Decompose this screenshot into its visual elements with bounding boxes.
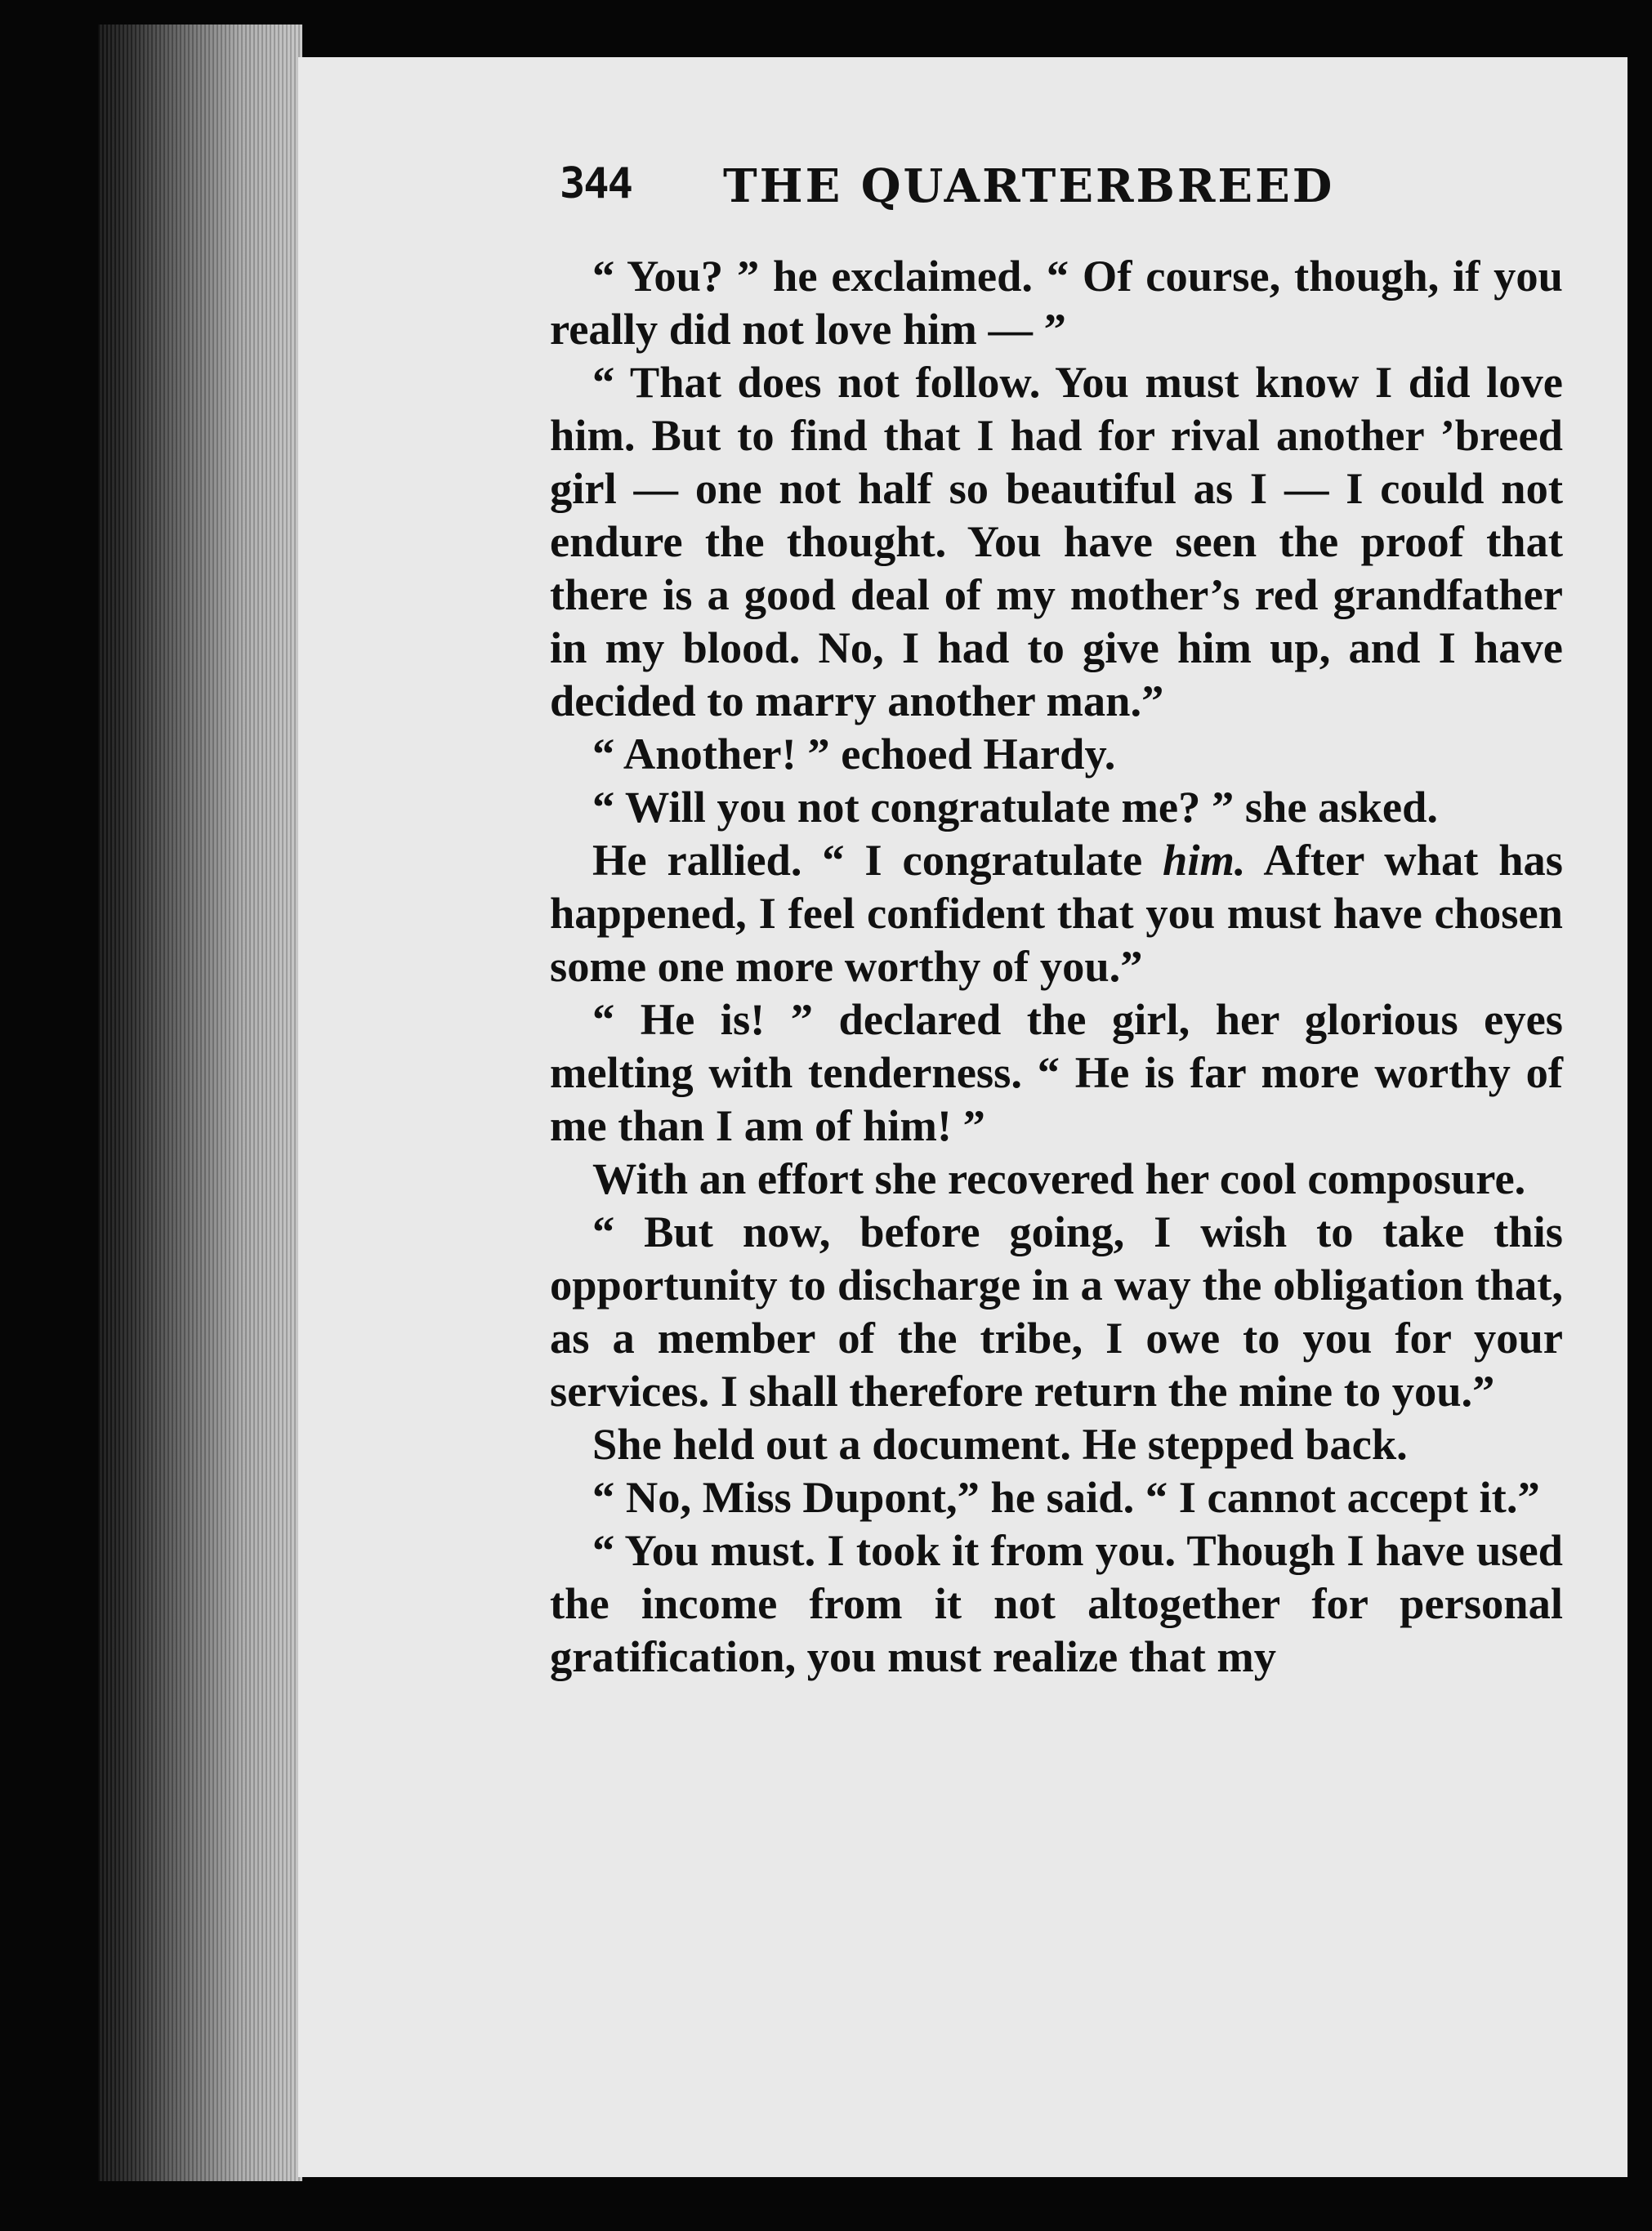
body-text — [550, 249, 1563, 1683]
paragraph: “ But now, before going, I wish to take this opportunity to discharge in a way the obligation that, as a member of the tribe, I owe to you for your services. I shall therefore return the mine to you.” — [550, 1207, 1563, 1416]
paragraph: “ No, Miss Dupont,” he said. “ I cannot accept it.” — [592, 1472, 1540, 1522]
paragraph-text: After what has happened, I feel confident that you must have chosen some one more worthy of you.” — [550, 835, 1563, 991]
running-title: THE QUARTERBREED — [723, 159, 1335, 213]
page-header — [560, 159, 1652, 225]
paragraph: “ Will you not congratulate me? ” she asked. — [592, 782, 1439, 832]
emphasis-text: him. — [1163, 835, 1246, 885]
paragraph: She held out a document. He stepped back. — [592, 1419, 1408, 1469]
paragraph: With an effort she recovered her cool composure. — [592, 1153, 1526, 1203]
page-number: 344 — [560, 159, 632, 208]
paragraph: “ You must. I took it from you. Though I have used the income from it not altogether for personal gratification, you must realize that my — [550, 1525, 1563, 1681]
paragraph — [550, 833, 1563, 993]
paragraph-text: He rallied. “ I congratulate — [592, 835, 1163, 885]
page-edge-shadow — [98, 25, 302, 2181]
paragraph: “ That does not follow. You must know I did love him. But to find that I had for rival another ’breed girl — one not half so beautiful as I — I could not endure the thought. You have seen the proof that there is a good deal of my mother’s red grandfather in my blood. No, I had to give him up, and I have decided to marry another man.” — [550, 357, 1563, 725]
paragraph: “ You? ” he exclaimed. “ Of course, though, if you really did not love him — ” — [550, 251, 1563, 354]
paragraph: “ Another! ” echoed Hardy. — [592, 729, 1116, 779]
book-page — [298, 57, 1627, 2177]
paragraph: “ He is! ” declared the girl, her glorious eyes melting with tenderness. “ He is far more worthy of me than I am of him! ” — [550, 994, 1563, 1150]
